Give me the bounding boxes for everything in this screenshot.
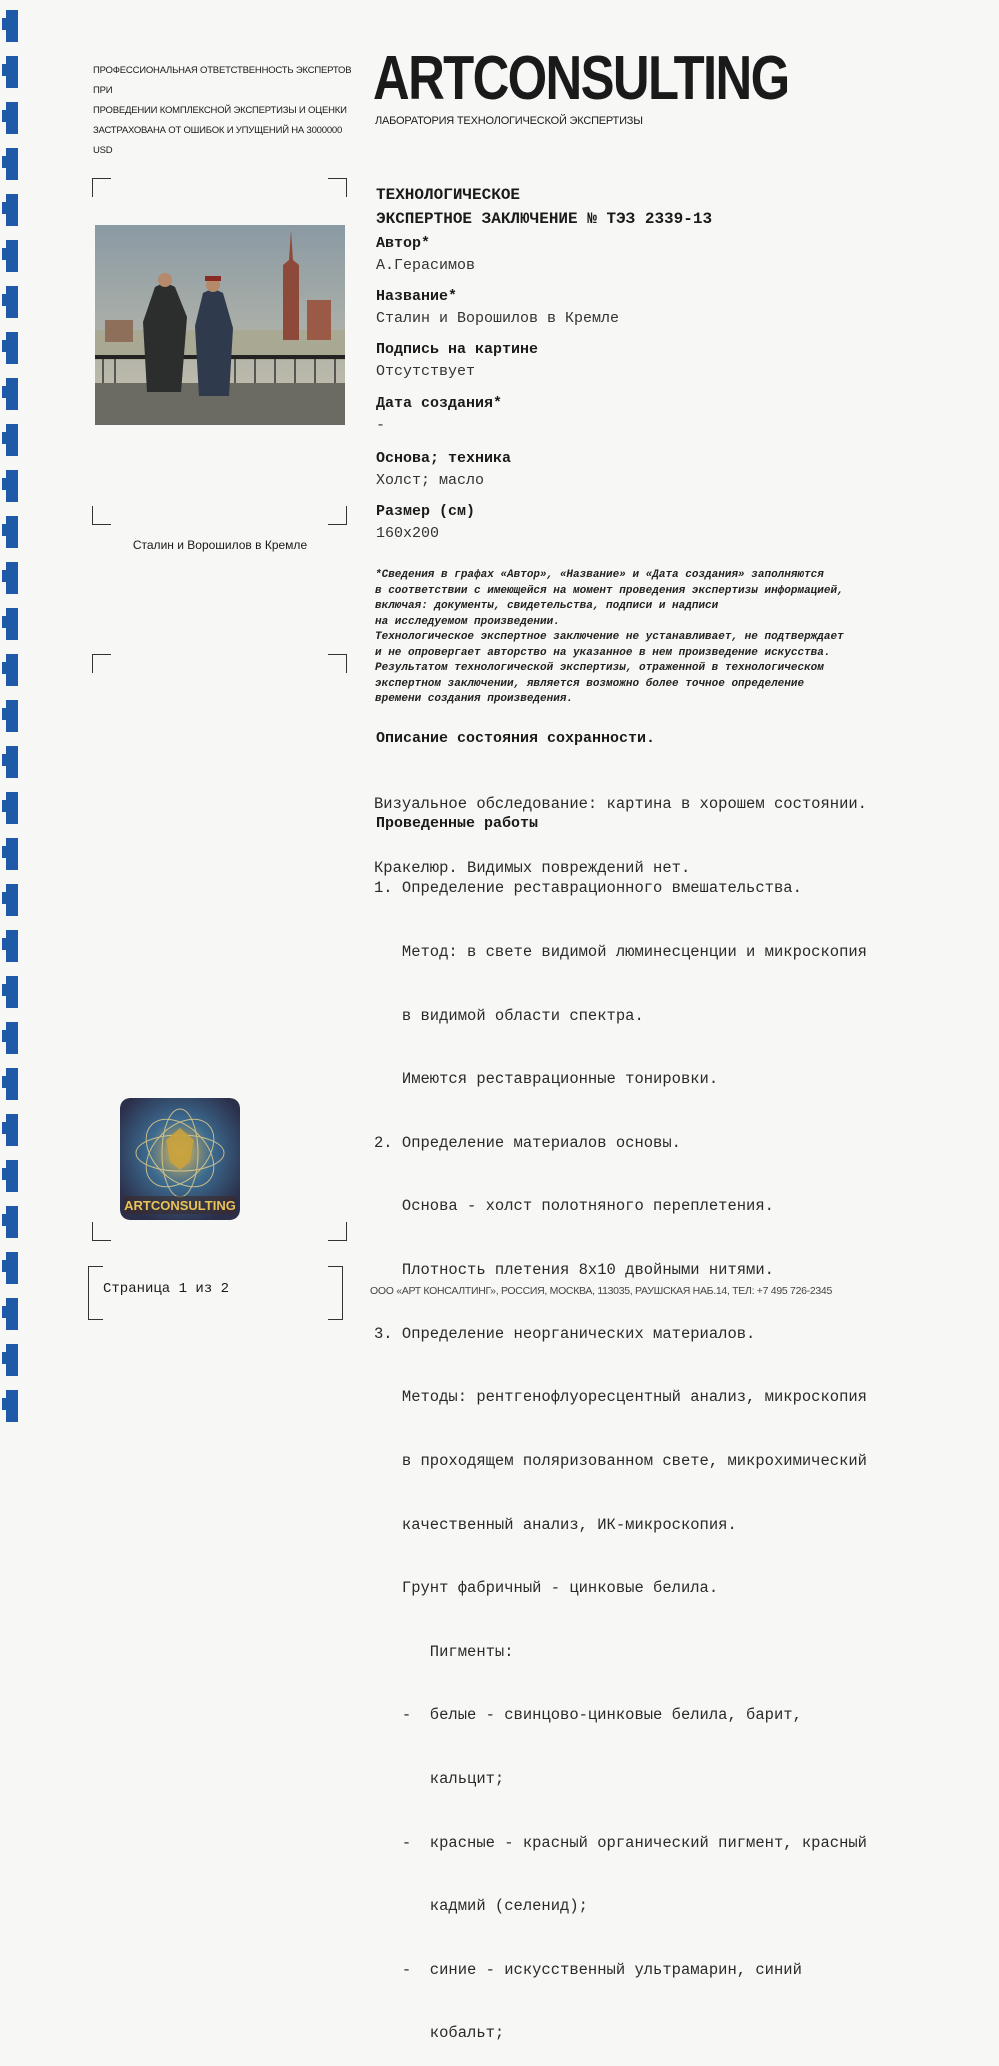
field-value-author: А.Герасимов — [376, 257, 476, 274]
insurance-line: ПРОВЕДЕНИИ КОМПЛЕКСНОЙ ЭКСПЕРТИЗЫ И ОЦЕНКИ — [93, 105, 347, 116]
works-line: 1. Определение реставрационного вмешательства. — [374, 879, 802, 898]
spiral-binding — [0, 0, 28, 1410]
binding-hole — [6, 148, 18, 180]
field-label-date: Дата создания* — [376, 395, 503, 412]
field-value-title: Сталин и Ворошилов в Кремле — [376, 310, 620, 327]
condition-line: Кракелюр. Видимых повреждений нет. — [374, 859, 691, 878]
binding-hole — [6, 516, 18, 548]
title-line: ТЕХНОЛОГИЧЕСКОЕ — [376, 186, 521, 204]
works-line: Метод: в свете видимой люминесценции и микроскопия — [374, 943, 867, 962]
binding-hole — [6, 838, 18, 870]
works-list — [374, 836, 867, 2066]
footnote-line: и не опровергает авторство на указанное в нем произведение искусства. — [375, 646, 831, 659]
crop-mark — [92, 1222, 111, 1241]
binding-hole — [6, 286, 18, 318]
binding-hole — [6, 56, 18, 88]
binding-hole — [6, 332, 18, 364]
title-line: ЭКСПЕРТНОЕ ЗАКЛЮЧЕНИЕ № ТЭЗ 2339-13 — [376, 210, 713, 228]
works-line: кобальт; — [374, 2024, 505, 2043]
company-logo: ARTCONSULTING — [373, 44, 789, 113]
works-line: кадмий (селенид); — [374, 1897, 588, 1916]
footnote-line: на исследуемом произведении. — [375, 615, 560, 628]
field-value-signature: Отсутствует — [376, 363, 476, 380]
insurance-notice — [93, 61, 363, 161]
works-line: Грунт фабричный - цинковые белила. — [374, 1579, 719, 1598]
binding-hole — [6, 1298, 18, 1330]
crop-mark — [328, 1222, 347, 1241]
field-label-medium: Основа; техника — [376, 450, 512, 467]
footnote-line: Технологическое экспертное заключение не устанавливает, не подтверждает — [375, 631, 844, 643]
logo-subtitle: ЛАБОРАТОРИЯ ТЕХНОЛОГИЧЕСКОЙ ЭКСПЕРТИЗЫ — [375, 115, 643, 127]
footnote-line: Результатом технологической экспертизы, отраженной в технологическом — [375, 662, 824, 674]
field-label-title: Название* — [376, 288, 458, 305]
crop-mark — [92, 178, 111, 197]
binding-hole — [6, 1252, 18, 1284]
field-label-author: Автор* — [376, 235, 431, 252]
crop-mark — [328, 506, 347, 525]
binding-hole — [6, 1390, 18, 1422]
works-line: - синие - искусственный ультрамарин, синий — [374, 1960, 802, 1979]
binding-hole — [6, 1068, 18, 1100]
binding-hole — [6, 1114, 18, 1146]
hologram-text: ARTCONSULTING — [124, 1198, 236, 1213]
works-line: в проходящем поляризованном свете, микрохимический — [374, 1451, 867, 1470]
works-line: Основа - холст полотняного переплетения. — [374, 1197, 774, 1216]
binding-hole — [6, 930, 18, 962]
condition-line: Визуальное обследование: картина в хорошем состоянии. — [374, 795, 867, 814]
works-line: Пигменты: — [374, 1642, 514, 1661]
condition-heading: Описание состояния сохранности. — [376, 730, 656, 747]
painting-thumbnail — [95, 225, 345, 425]
crop-mark — [92, 654, 111, 673]
field-label-signature: Подпись на картине — [376, 341, 539, 358]
binding-hole — [6, 884, 18, 916]
field-value-date: - — [376, 417, 386, 434]
works-line: - красные - красный органический пигмент, красный — [374, 1833, 867, 1852]
document-title — [376, 183, 712, 231]
binding-hole — [6, 10, 18, 42]
binding-hole — [6, 792, 18, 824]
page-number: Страница 1 из 2 — [103, 1281, 230, 1297]
field-value-medium: Холст; масло — [376, 472, 485, 489]
binding-hole — [6, 700, 18, 732]
field-label-size: Размер (см) — [376, 503, 476, 520]
binding-hole — [6, 1022, 18, 1054]
footnote — [375, 568, 975, 708]
footnote-line: *Сведения в графах «Автор», «Название» и «Дата создания» заполняются — [375, 569, 824, 581]
footnote-line: включая: документы, свидетельства, подписи и надписи — [375, 600, 719, 612]
page-number-bracket — [328, 1266, 343, 1320]
binding-hole — [6, 1344, 18, 1376]
page-number-bracket — [88, 1266, 103, 1320]
works-line: - белые - свинцово-цинковые белила, барит, — [374, 1706, 802, 1725]
footnote-line: в соответствии с имеющейся на момент проведения экспертизы информацией, — [375, 584, 844, 597]
image-caption: Сталин и Ворошилов в Кремле — [132, 538, 308, 552]
insurance-line: ЗАСТРАХОВАНА ОТ ОШИБОК И УПУЩЕНИЙ НА 3000000 USD — [93, 125, 343, 156]
works-line: 3. Определение неорганических материалов. — [374, 1324, 756, 1343]
works-line: Имеются реставрационные тонировки. — [374, 1070, 719, 1089]
footnote-line: времени создания произведения. — [375, 693, 574, 705]
binding-hole — [6, 194, 18, 226]
crop-mark — [92, 506, 111, 525]
works-line: качественный анализ, ИК-микроскопия. — [374, 1515, 737, 1534]
field-value-size: 160х200 — [376, 525, 440, 542]
binding-hole — [6, 1160, 18, 1192]
binding-hole — [6, 654, 18, 686]
binding-hole — [6, 240, 18, 272]
works-line: в видимой области спектра. — [374, 1006, 644, 1025]
binding-hole — [6, 562, 18, 594]
footnote-line: экспертном заключении, является возможно более точное определение — [375, 677, 805, 690]
binding-hole — [6, 470, 18, 502]
works-heading: Проведенные работы — [376, 815, 539, 832]
insurance-line: ПРОФЕССИОНАЛЬНАЯ ОТВЕТСТВЕННОСТЬ ЭКСПЕРТОВ ПРИ — [93, 65, 352, 96]
binding-hole — [6, 424, 18, 456]
works-line: Плотность плетения 8х10 двойными нитями. — [374, 1261, 774, 1280]
crop-mark — [328, 178, 347, 197]
binding-hole — [6, 746, 18, 778]
works-line: 2. Определение материалов основы. — [374, 1133, 681, 1152]
hologram-seal — [120, 1098, 240, 1220]
footer-address: ООО «АРТ КОНСАЛТИНГ», РОССИЯ, МОСКВА, 113035, РАУШСКАЯ НАБ.14, ТЕЛ: +7 495 726-2345 — [370, 1285, 833, 1297]
crop-mark — [328, 654, 347, 673]
binding-hole — [6, 1206, 18, 1238]
binding-hole — [6, 378, 18, 410]
binding-hole — [6, 608, 18, 640]
works-line: кальцит; — [374, 1769, 505, 1788]
binding-hole — [6, 102, 18, 134]
binding-hole — [6, 976, 18, 1008]
works-line: Методы: рентгенофлуоресцентный анализ, микроскопия — [374, 1388, 867, 1407]
